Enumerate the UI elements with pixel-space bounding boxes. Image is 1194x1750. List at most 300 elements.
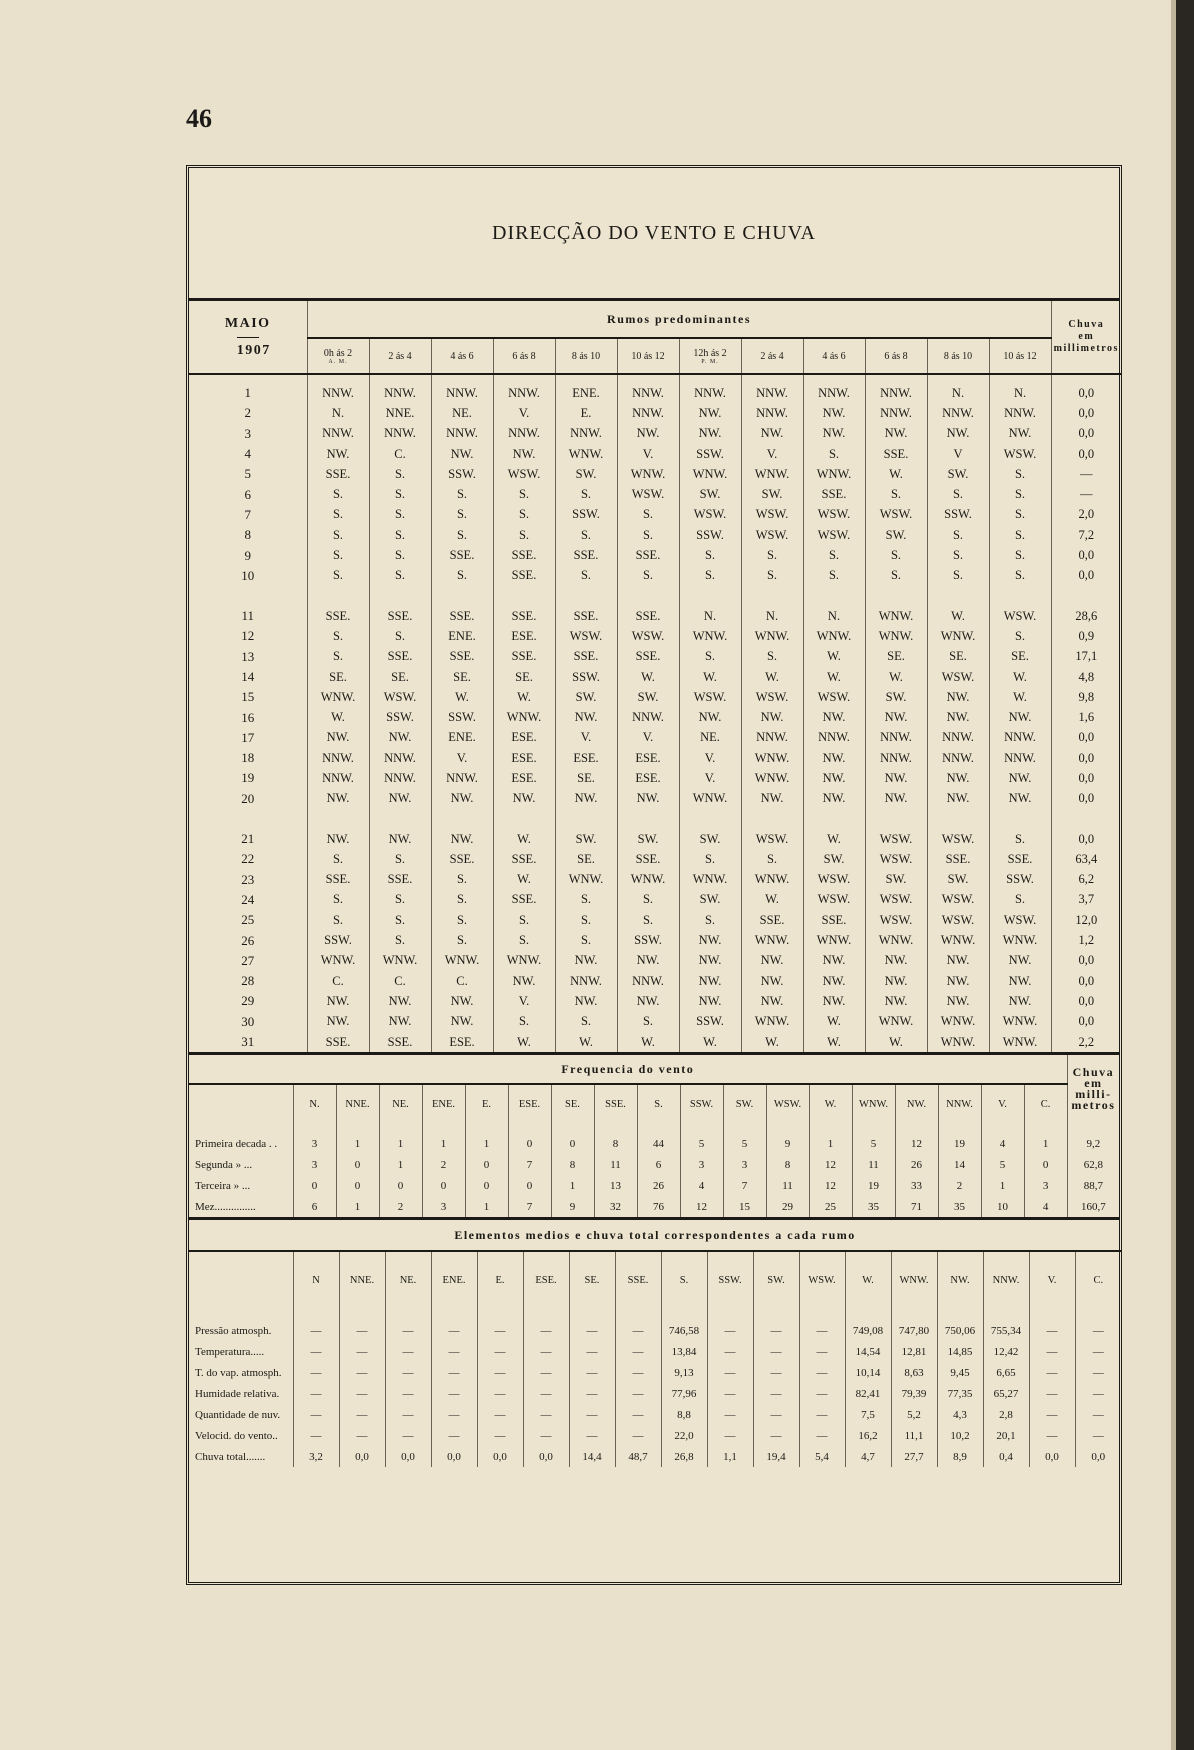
element-cell: —	[523, 1308, 569, 1341]
element-cell: —	[1075, 1341, 1121, 1362]
wind-direction-cell: NNW.	[865, 728, 927, 748]
wind-direction-cell: S.	[989, 829, 1051, 849]
element-cell: —	[569, 1404, 615, 1425]
frequency-cell: 0	[422, 1175, 465, 1196]
wind-direction-cell: NNW.	[431, 768, 493, 788]
wind-direction-cell: W.	[927, 606, 989, 626]
wind-direction-cell: NW.	[493, 444, 555, 464]
wind-direction-cell: ESE.	[493, 748, 555, 768]
wind-direction-cell: WNW.	[989, 930, 1051, 950]
element-cell: —	[753, 1341, 799, 1362]
element-cell: 749,08	[845, 1308, 891, 1341]
element-cell: —	[1029, 1383, 1075, 1404]
element-cell: —	[293, 1362, 339, 1383]
frequency-cell: 8	[594, 1123, 637, 1154]
wind-direction-cell: C.	[369, 971, 431, 991]
wind-direction-cell: WSW.	[493, 464, 555, 484]
wind-direction-cell: NW.	[555, 951, 617, 971]
gap-cell	[927, 586, 989, 606]
frequency-cell: 0	[1024, 1154, 1067, 1175]
wind-direction-cell: SSW.	[555, 667, 617, 687]
wind-direction-cell: W.	[803, 667, 865, 687]
wind-direction-cell: NNW.	[555, 424, 617, 444]
element-cell: —	[385, 1362, 431, 1383]
wind-direction-cell: WSW.	[803, 870, 865, 890]
frequency-cell: 11	[594, 1154, 637, 1175]
day-number: 12	[241, 628, 255, 644]
frequency-cell: 0	[465, 1154, 508, 1175]
wind-direction-cell: WSW.	[865, 505, 927, 525]
wind-direction-cell: WSW.	[865, 849, 927, 869]
gap-cell	[989, 586, 1051, 606]
wind-direction-cell: SSE.	[803, 484, 865, 504]
day-number: 5	[244, 466, 251, 482]
freq-rain-line1: Chuva	[1072, 1065, 1115, 1080]
wind-direction-cell: S.	[617, 910, 679, 930]
wind-direction-cell: NW.	[927, 768, 989, 788]
day-number: 28	[241, 973, 255, 989]
rain-header-line1: Chuva	[1068, 319, 1105, 330]
frequency-cell: 9	[766, 1123, 809, 1154]
elements-header-row	[189, 1251, 1121, 1308]
gap-cell	[431, 809, 493, 829]
wind-direction-cell: S.	[927, 484, 989, 504]
wind-direction-cell: WNW.	[555, 444, 617, 464]
row-label: Terceira » ...	[195, 1179, 251, 1192]
element-cell: —	[431, 1362, 477, 1383]
wind-direction-cell: W.	[803, 1012, 865, 1032]
wind-direction-cell: SSE.	[617, 545, 679, 565]
wind-direction-cell: S.	[989, 626, 1051, 646]
element-cell: 20,1	[983, 1425, 1029, 1446]
wind-direction-cell: S.	[493, 910, 555, 930]
wind-direction-cell: WNW.	[741, 626, 803, 646]
wind-direction-cell: V.	[493, 403, 555, 423]
wind-direction-cell: NNW.	[989, 748, 1051, 768]
interval-header	[493, 338, 555, 374]
wind-direction-cell: S.	[555, 930, 617, 950]
element-cell: 10,2	[937, 1425, 983, 1446]
element-cell: —	[523, 1362, 569, 1383]
wind-direction-cell: S.	[741, 545, 803, 565]
interval-label: 8 ás 10	[571, 350, 601, 362]
wind-direction-body	[189, 374, 1121, 1052]
gap-cell	[431, 586, 493, 606]
wind-direction-cell: SE.	[865, 647, 927, 667]
rain-cell: 0,0	[1051, 728, 1121, 748]
element-cell: —	[1029, 1404, 1075, 1425]
wind-direction-cell: NW.	[803, 789, 865, 809]
element-cell: —	[569, 1341, 615, 1362]
frequency-cell: 1	[379, 1123, 422, 1154]
wind-direction-cell: ENE.	[431, 728, 493, 748]
wind-direction-cell: W.	[741, 1032, 803, 1052]
wind-direction-cell: NW.	[617, 424, 679, 444]
direction-header: NE.	[385, 1251, 431, 1308]
element-cell: 3,2	[293, 1446, 339, 1467]
rain-cell: 9,2	[1067, 1123, 1119, 1154]
wind-direction-cell: SW.	[555, 687, 617, 707]
gap-cell	[1051, 586, 1121, 606]
wind-direction-cell: SSW.	[927, 505, 989, 525]
wind-direction-cell: WSW.	[741, 829, 803, 849]
interval-header	[927, 338, 989, 374]
wind-direction-cell: V.	[679, 768, 741, 788]
rain-cell: 1,2	[1051, 930, 1121, 950]
wind-direction-cell: SSE.	[803, 910, 865, 930]
element-cell: —	[707, 1383, 753, 1404]
wind-direction-cell: SSW.	[431, 707, 493, 727]
table-row	[189, 464, 1121, 484]
wind-direction-cell: NE.	[431, 403, 493, 423]
element-cell: 1,1	[707, 1446, 753, 1467]
element-cell: 26,8	[661, 1446, 707, 1467]
wind-direction-cell: WSW.	[865, 829, 927, 849]
wind-direction-cell: S.	[431, 870, 493, 890]
rain-cell: 0,0	[1051, 444, 1121, 464]
interval-period: P. M.	[701, 358, 719, 365]
element-cell: —	[1029, 1308, 1075, 1341]
element-cell: 77,96	[661, 1383, 707, 1404]
wind-direction-cell: NW.	[865, 707, 927, 727]
frequency-cell: 11	[852, 1154, 895, 1175]
direction-header: N.	[293, 1084, 336, 1123]
wind-direction-cell: S.	[679, 566, 741, 586]
wind-direction-cell: WNW.	[865, 1012, 927, 1032]
wind-direction-cell: NW.	[555, 789, 617, 809]
wind-direction-cell: NW.	[431, 444, 493, 464]
day-number: 25	[241, 912, 255, 928]
gap-cell	[555, 586, 617, 606]
frequency-cell: 0	[379, 1175, 422, 1196]
element-cell: —	[615, 1362, 661, 1383]
wind-direction-cell: S.	[307, 484, 369, 504]
frequency-cell: 1	[1024, 1123, 1067, 1154]
wind-direction-cell: SSW.	[679, 525, 741, 545]
element-cell: —	[569, 1362, 615, 1383]
wind-direction-cell: NW.	[927, 971, 989, 991]
gap-cell	[493, 586, 555, 606]
interval-label: 10 ás 12	[1003, 350, 1037, 362]
element-cell: —	[1075, 1404, 1121, 1425]
day-number: 4	[244, 446, 251, 462]
wind-direction-cell: W.	[741, 667, 803, 687]
wind-direction-cell: WNW.	[431, 951, 493, 971]
wind-direction-cell: V.	[617, 444, 679, 464]
element-cell: 2,8	[983, 1404, 1029, 1425]
element-cell: —	[385, 1425, 431, 1446]
wind-direction-cell: NW.	[803, 707, 865, 727]
day-number: 20	[241, 790, 255, 806]
wind-direction-cell: S.	[493, 525, 555, 545]
decade-gap	[189, 586, 1121, 606]
wind-direction-cell: S.	[307, 647, 369, 667]
element-cell: —	[1029, 1362, 1075, 1383]
frequency-cell: 2	[422, 1154, 465, 1175]
rain-header-line2: em	[1078, 331, 1095, 342]
rain-cell: 0,0	[1051, 951, 1121, 971]
wind-direction-cell: WNW.	[369, 951, 431, 971]
wind-direction-cell: NNW.	[617, 374, 679, 403]
wind-direction-cell: NW.	[617, 991, 679, 1011]
wind-direction-cell: NW.	[493, 971, 555, 991]
table-row	[189, 1404, 1121, 1425]
day-number: 1	[244, 385, 251, 401]
wind-direction-cell: SSE.	[741, 910, 803, 930]
day-number: 26	[241, 932, 255, 948]
frequency-cell: 15	[723, 1196, 766, 1217]
wind-direction-cell: S.	[369, 626, 431, 646]
decade-gap	[189, 809, 1121, 829]
table-row	[189, 545, 1121, 565]
element-cell: —	[799, 1383, 845, 1404]
row-label: Mez...............	[195, 1200, 256, 1213]
wind-direction-cell: SSW.	[679, 444, 741, 464]
wind-direction-cell: W.	[989, 687, 1051, 707]
wind-direction-cell: S.	[307, 890, 369, 910]
interval-label: 4 ás 6	[822, 350, 846, 362]
wind-direction-cell: WNW.	[679, 789, 741, 809]
frequency-cell: 4	[680, 1175, 723, 1196]
wind-direction-cell: NNW.	[865, 374, 927, 403]
element-cell: —	[707, 1425, 753, 1446]
direction-header: V.	[981, 1084, 1024, 1123]
gap-cell	[803, 809, 865, 829]
direction-header: NNW.	[938, 1084, 981, 1123]
wind-direction-cell: NW.	[431, 789, 493, 809]
wind-direction-cell: W.	[803, 829, 865, 849]
wind-direction-cell: WSW.	[741, 505, 803, 525]
table-row	[189, 505, 1121, 525]
direction-header: NNW.	[983, 1251, 1029, 1308]
table-row	[189, 1341, 1121, 1362]
direction-header: NW.	[895, 1084, 938, 1123]
wind-direction-cell: WSW.	[989, 606, 1051, 626]
direction-header: N	[293, 1251, 339, 1308]
wind-direction-cell: NW.	[803, 951, 865, 971]
gap-cell	[369, 586, 431, 606]
wind-direction-cell: NW.	[989, 971, 1051, 991]
day-number: 8	[244, 527, 251, 543]
wind-direction-cell: NNW.	[741, 374, 803, 403]
element-cell: —	[799, 1404, 845, 1425]
element-cell: 16,2	[845, 1425, 891, 1446]
element-cell: 13,84	[661, 1341, 707, 1362]
wind-direction-cell: S.	[369, 545, 431, 565]
wind-direction-cell: NW.	[679, 971, 741, 991]
wind-direction-cell: SSE.	[555, 647, 617, 667]
row-label: Quantidade de nuv.	[195, 1408, 281, 1421]
wind-direction-cell: S.	[803, 566, 865, 586]
wind-direction-cell: WSW.	[803, 505, 865, 525]
frequency-cell: 35	[852, 1196, 895, 1217]
wind-direction-cell: NNW.	[989, 403, 1051, 423]
frequency-cell: 76	[637, 1196, 680, 1217]
wind-direction-cell: ESE.	[617, 748, 679, 768]
wind-direction-cell: NNW.	[803, 374, 865, 403]
element-cell: —	[615, 1425, 661, 1446]
rain-cell: 17,1	[1051, 647, 1121, 667]
table-row	[189, 971, 1121, 991]
wind-direction-cell: SE.	[307, 667, 369, 687]
wind-direction-cell: S.	[679, 647, 741, 667]
frequency-section	[189, 1055, 1119, 1220]
frequency-cell: 0	[336, 1154, 379, 1175]
frequency-cell: 0	[551, 1123, 594, 1154]
wind-direction-cell: ESE.	[555, 748, 617, 768]
element-cell: —	[753, 1362, 799, 1383]
table-row	[189, 374, 1121, 403]
wind-direction-cell: NE.	[679, 728, 741, 748]
wind-direction-cell: S.	[617, 890, 679, 910]
table-row	[189, 951, 1121, 971]
element-cell: —	[799, 1425, 845, 1446]
wind-direction-cell: S.	[741, 647, 803, 667]
direction-header: W.	[845, 1251, 891, 1308]
element-cell: —	[753, 1404, 799, 1425]
wind-direction-cell: NNW.	[617, 707, 679, 727]
element-cell: —	[707, 1308, 753, 1341]
table-row	[189, 403, 1121, 423]
element-cell: 0,0	[431, 1446, 477, 1467]
table-row	[189, 849, 1121, 869]
interval-label: 6 ás 8	[512, 350, 536, 362]
element-cell: 14,4	[569, 1446, 615, 1467]
wind-direction-cell: NNW.	[617, 403, 679, 423]
element-cell: —	[339, 1425, 385, 1446]
interval-label: 0h ás 2	[323, 347, 353, 359]
elements-body	[189, 1308, 1121, 1467]
wind-direction-cell: NW.	[865, 991, 927, 1011]
wind-direction-cell: SSE.	[369, 647, 431, 667]
wind-direction-cell: SW.	[679, 890, 741, 910]
rain-header	[1051, 301, 1121, 374]
wind-direction-cell: S.	[493, 505, 555, 525]
interval-label: 8 ás 10	[943, 350, 973, 362]
element-cell: —	[799, 1341, 845, 1362]
wind-direction-cell: NW.	[679, 991, 741, 1011]
wind-direction-cell: S.	[865, 566, 927, 586]
table-row	[189, 1196, 1119, 1217]
element-cell: 5,4	[799, 1446, 845, 1467]
wind-direction-cell: SE.	[493, 667, 555, 687]
wind-direction-cell: W.	[493, 1032, 555, 1052]
wind-direction-cell: WNW.	[865, 930, 927, 950]
wind-direction-cell: S.	[679, 910, 741, 930]
row-label: Pressão atmosph.	[195, 1324, 272, 1337]
wind-direction-cell: W.	[431, 687, 493, 707]
wind-direction-cell: SSE.	[555, 545, 617, 565]
interval-header-row	[189, 338, 1121, 374]
rain-cell: 0,0	[1051, 748, 1121, 768]
direction-header: WSW.	[799, 1251, 845, 1308]
wind-direction-cell: N.	[927, 374, 989, 403]
interval-period: A. M.	[328, 358, 348, 365]
rain-cell: 7,2	[1051, 525, 1121, 545]
month-header	[189, 301, 307, 374]
wind-direction-cell: NW.	[431, 991, 493, 1011]
wind-direction-cell: WSW.	[803, 525, 865, 545]
day-number: 18	[241, 750, 255, 766]
table-row	[189, 1032, 1121, 1052]
wind-direction-cell: S.	[617, 1012, 679, 1032]
wind-direction-cell: WSW.	[679, 505, 741, 525]
wind-direction-cell: SSE.	[431, 606, 493, 626]
frequency-cell: 33	[895, 1175, 938, 1196]
wind-direction-cell: N.	[741, 606, 803, 626]
element-cell: —	[339, 1308, 385, 1341]
wind-direction-cell: S.	[431, 525, 493, 545]
wind-direction-cell: W.	[555, 1032, 617, 1052]
wind-direction-cell: S.	[369, 566, 431, 586]
direction-header: SW.	[753, 1251, 799, 1308]
wind-direction-cell: NW.	[927, 951, 989, 971]
wind-direction-cell: NNW.	[307, 424, 369, 444]
wind-direction-cell: NW.	[617, 951, 679, 971]
frequency-cell: 6	[637, 1154, 680, 1175]
table-row	[189, 991, 1121, 1011]
wind-direction-cell: W.	[865, 1032, 927, 1052]
day-number: 31	[241, 1034, 255, 1050]
wind-direction-cell: SSE.	[307, 870, 369, 890]
wind-direction-cell: S.	[803, 545, 865, 565]
element-cell: —	[523, 1383, 569, 1404]
day-number: 24	[241, 891, 255, 907]
wind-direction-cell: W.	[741, 890, 803, 910]
freq-rain-line2: em	[1084, 1076, 1103, 1091]
frequency-cell: 12	[895, 1123, 938, 1154]
rain-cell: 28,6	[1051, 606, 1121, 626]
frequency-cell: 1	[809, 1123, 852, 1154]
element-cell: 14,85	[937, 1341, 983, 1362]
frequency-table	[189, 1055, 1119, 1217]
interval-header	[865, 338, 927, 374]
document-frame	[186, 165, 1122, 1585]
table-row	[189, 647, 1121, 667]
day-number: 2	[244, 405, 251, 421]
wind-direction-cell: SE.	[989, 647, 1051, 667]
wind-direction-cell: SW.	[679, 829, 741, 849]
wind-direction-cell: S.	[989, 484, 1051, 504]
direction-header: WNW.	[852, 1084, 895, 1123]
element-cell: —	[615, 1341, 661, 1362]
gap-cell	[617, 809, 679, 829]
element-cell: —	[753, 1425, 799, 1446]
wind-direction-cell: NW.	[989, 951, 1051, 971]
element-cell: —	[385, 1308, 431, 1341]
element-cell: 82,41	[845, 1383, 891, 1404]
table-row	[189, 707, 1121, 727]
wind-direction-cell: NNW.	[307, 768, 369, 788]
wind-direction-cell: S.	[307, 525, 369, 545]
wind-direction-cell: WSW.	[369, 687, 431, 707]
wind-direction-cell: NNW.	[431, 424, 493, 444]
wind-direction-cell: S.	[493, 1012, 555, 1032]
frequency-cell: 19	[938, 1123, 981, 1154]
interval-header	[555, 338, 617, 374]
wind-direction-cell: NW.	[803, 748, 865, 768]
wind-direction-cell: WNW.	[741, 930, 803, 950]
direction-header: ENE.	[431, 1251, 477, 1308]
wind-direction-cell: S.	[431, 930, 493, 950]
wind-direction-cell: S.	[307, 626, 369, 646]
wind-direction-cell: NW.	[307, 789, 369, 809]
wind-direction-cell: WNW.	[617, 464, 679, 484]
wind-direction-cell: SSE.	[307, 606, 369, 626]
wind-direction-cell: S.	[431, 910, 493, 930]
wind-direction-cell: NW.	[369, 728, 431, 748]
element-cell: —	[569, 1425, 615, 1446]
